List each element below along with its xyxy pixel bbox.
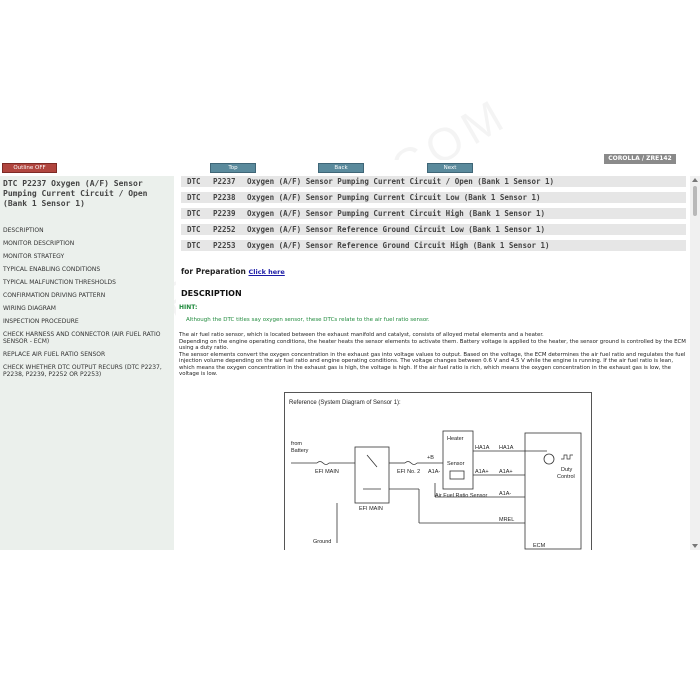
back-button[interactable]: Back [318,163,364,173]
dtc-code: P2237 [213,177,236,186]
paragraph: The air fuel ratio sensor, which is located between the exhaust manifold and catalyst, consists of alloyed metal elements and a heater. [179,332,544,338]
a1a-plus-left-label: A1A+ [475,469,489,475]
af-sensor-label: Air Fuel Ratio Sensor [435,493,488,499]
battery-label: Battery [291,448,309,454]
from-battery-label [291,441,309,454]
paragraph: The sensor elements convert the oxygen concentration in the exhaust gas into voltage values to output. Based on the voltage, the ECM determines the air fuel ratio and regulates the fuel injection volume depending on the air fuel ratio and engine operating conditions. The voltage changes between 0.6 V and 4.5 V while the engine is running. If the air fuel ratio is lean, which means the oxygen concentration in the exhaust gas is high, the voltage is high. If the air fuel ratio is rich, which means the oxygen concentration in the exhaust gas is low, the voltage is low. [179,351,686,377]
a1a-minus-left-label: A1A- [428,469,441,475]
dtc-code: P2252 [213,225,236,234]
system-diagram [284,392,592,550]
sidebar [0,176,174,550]
description-heading: DESCRIPTION [181,289,242,298]
heater-label: Heater [447,436,464,442]
ground-label: Ground [313,539,332,545]
description-body [179,332,687,378]
viewer-window [0,155,700,550]
preparation-label: for Preparation [181,267,246,276]
diagram-caption: Reference (System Diagram of Sensor 1): [289,400,401,406]
efi-main-fuse-label: EFI MAIN [315,469,339,475]
toolbar [0,155,700,176]
sidebar-title: DTC P2237 Oxygen (A/F) Sensor Pumping Current Circuit / Open (Bank 1 Sensor 1) [3,179,148,208]
dtc-label: DTC [187,241,201,250]
dtc-title: Oxygen (A/F) Sensor Pumping Current Circuit High (Bank 1 Sensor 1) [247,209,546,218]
dtc-title: Oxygen (A/F) Sensor Reference Ground Circuit Low (Bank 1 Sensor 1) [247,225,546,234]
transistor-icon [544,454,554,464]
dtc-title: Oxygen (A/F) Sensor Pumping Current Circuit Low (Bank 1 Sensor 1) [247,193,541,202]
next-button[interactable]: Next [427,163,473,173]
plus-b-label: +B [427,455,434,461]
dtc-label: DTC [187,177,201,186]
ecm-label: ECM [533,543,546,549]
sidebar-item-enabling-conditions[interactable]: TYPICAL ENABLING CONDITIONS [3,266,101,273]
sidebar-item-check-harness[interactable]: CHECK HARNESS AND CONNECTOR (AIR FUEL RATIO SENSOR - ECM) [3,331,161,345]
preparation-line [181,267,285,276]
duty-pulse-icon [561,455,573,459]
top-button[interactable]: Top [210,163,256,173]
dtc-label: DTC [187,209,201,218]
efi-no2-label: EFI No. 2 [397,469,421,475]
outline-toggle-button[interactable]: Outline OFF [2,163,57,173]
dtc-row [181,176,686,187]
duty-label [557,467,575,480]
content-pane [176,176,690,550]
sidebar-item-wiring-diagram[interactable]: WIRING DIAGRAM [3,305,56,312]
dtc-label: DTC [187,193,201,202]
dtc-row [181,240,686,251]
dtc-code: P2239 [213,209,236,218]
preparation-link[interactable]: Click here [248,268,285,276]
paragraph: Depending on the engine operating conditions, the heater heats the sensor elements to activate them. Battery voltage is applied to the heater, the sensor ground is controlled by the ECM using a duty ratio. [179,338,686,351]
dtc-title: Oxygen (A/F) Sensor Pumping Current Circuit / Open (Bank 1 Sensor 1) [247,177,555,186]
duty-word: Duty [561,467,573,473]
dtc-row [181,208,686,219]
sidebar-item-driving-pattern[interactable]: CONFIRMATION DRIVING PATTERN [3,292,106,299]
dtc-title: Oxygen (A/F) Sensor Reference Ground Circuit High (Bank 1 Sensor 1) [247,241,550,250]
efi-main-relay-box [355,447,389,503]
sidebar-item-monitor-strategy[interactable]: MONITOR STRATEGY [3,253,65,260]
sidebar-item-monitor-description[interactable]: MONITOR DESCRIPTION [3,240,75,247]
dtc-label: DTC [187,225,201,234]
sidebar-links [3,227,173,384]
vehicle-model-badge: COROLLA / ZRE142 [604,154,676,164]
relay-switch-icon [367,455,377,467]
ha1a-right-label: HA1A [499,445,514,451]
hint-label: HINT: [179,304,198,311]
sidebar-item-inspection-procedure[interactable]: INSPECTION PROCEDURE [3,318,79,325]
ecm-box [525,433,581,549]
scroll-up-arrow-icon[interactable] [692,178,698,182]
control-word: Control [557,474,575,480]
a1a-plus-right-label: A1A+ [499,469,513,475]
from-label: from [291,441,302,447]
sidebar-item-description[interactable]: DESCRIPTION [3,227,44,234]
efi-no2-fuse-icon [405,462,417,465]
efi-main-relay-label: EFI MAIN [359,506,383,512]
sensor-element-icon [450,471,464,479]
vertical-scrollbar[interactable] [690,176,700,550]
scroll-thumb[interactable] [693,186,697,216]
sidebar-item-check-dtc-recurs[interactable]: CHECK WHETHER DTC OUTPUT RECURS (DTC P2237, P2238, P2239, P2252 OR P2253) [3,364,162,378]
dtc-row [181,224,686,235]
sensor-label: Sensor [447,461,465,467]
mrel-label: MREL [499,517,515,523]
ha1a-left-label: HA1A [475,445,490,451]
sidebar-item-replace-sensor[interactable]: REPLACE AIR FUEL RATIO SENSOR [3,351,106,358]
system-diagram-svg [285,393,591,550]
a1a-minus-right-label: A1A- [499,491,512,497]
scroll-down-arrow-icon[interactable] [692,544,698,548]
dtc-code: P2253 [213,241,236,250]
hint-text: Although the DTC titles say oxygen sensor, these DTCs relate to the air fuel ratio sensor. [186,317,430,323]
dtc-code: P2238 [213,193,236,202]
dtc-row [181,192,686,203]
sidebar-item-malfunction-thresholds[interactable]: TYPICAL MALFUNCTION THRESHOLDS [3,279,116,286]
efi-main-fuse-icon [317,462,329,465]
